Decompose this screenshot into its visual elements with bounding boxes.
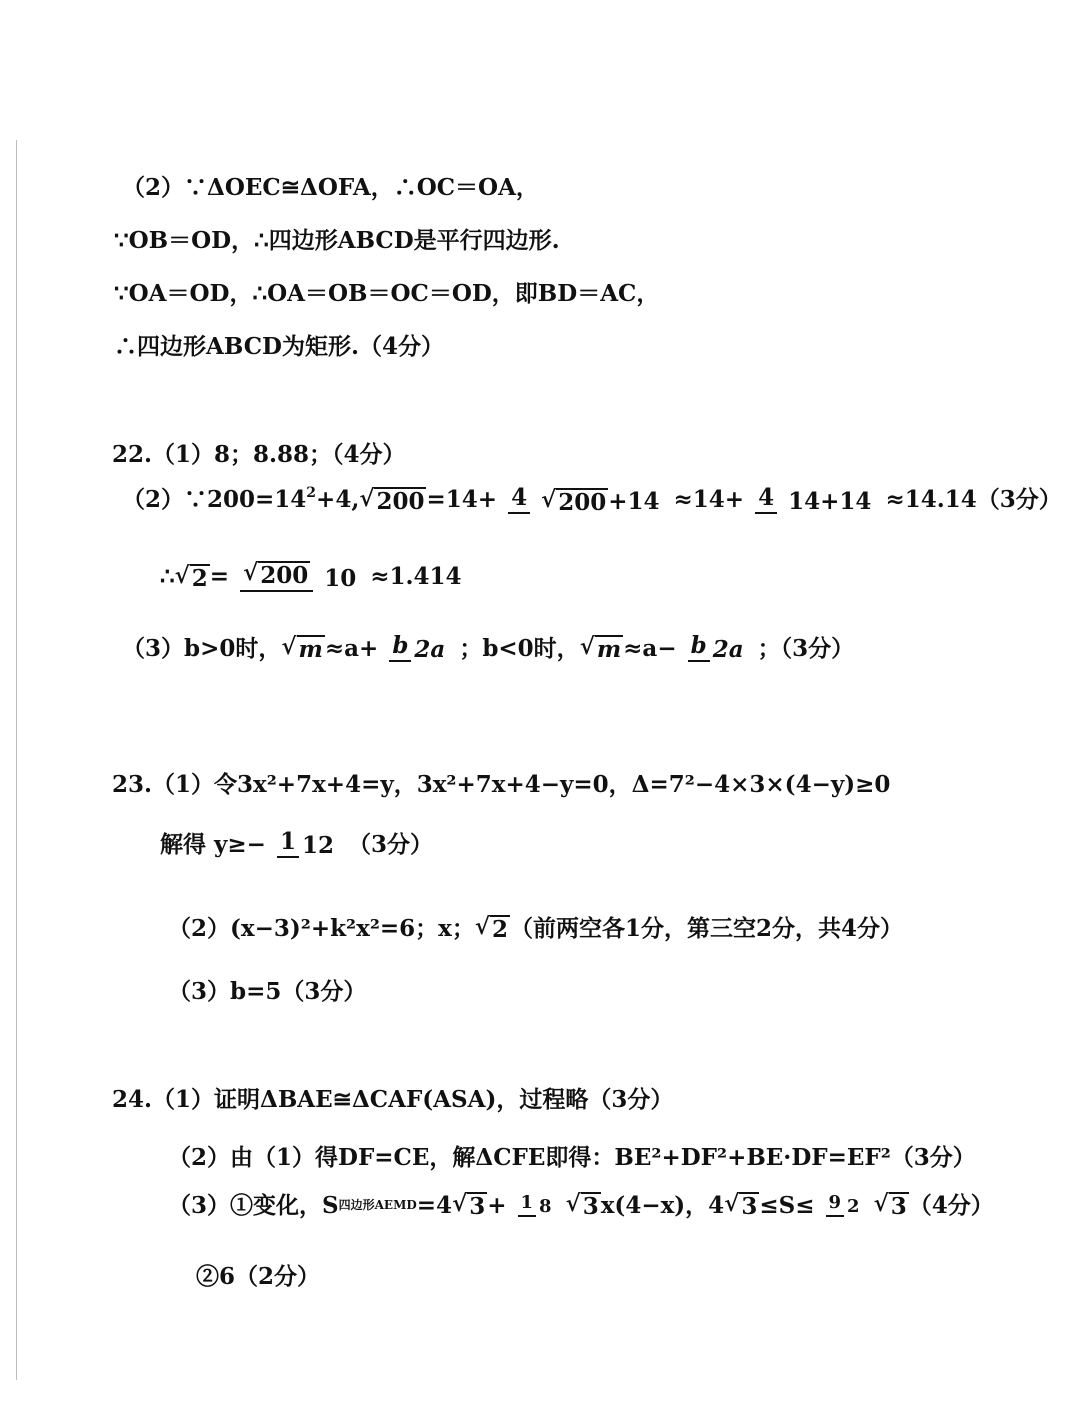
p23-part-1b: 解得 y≥− 1 12 （3分） [160, 828, 433, 859]
sqrt-3-d: √3 [873, 1190, 907, 1220]
p22-2-eq: =14+ [426, 486, 498, 513]
p22-2-prefix: （2）∵200=14 [122, 486, 307, 513]
p21-line-1: （2）∵ΔOEC≅ΔOFA，∴OC＝OA， [122, 174, 539, 201]
p22-2-sup: 2 [306, 484, 317, 501]
p24-part-1: 24.（1）证明ΔBAE≅ΔCAF(ASA)，过程略（3分） [112, 1086, 674, 1113]
sqrt-3-a: √3 [452, 1190, 486, 1220]
fraction-b-over-2a-2: b 2a [688, 634, 747, 662]
p22-part-1: 22.（1）8；8.88；（4分） [112, 441, 406, 468]
p23-part-3: （3）b=5（3分） [168, 978, 367, 1005]
p21-line-2: ∵OB＝OD，∴四边形ABCD是平行四边形. [114, 227, 560, 254]
sqrt-200: √200 [359, 484, 425, 515]
fraction-1-over-12: 1 12 [277, 830, 337, 858]
sqrt-3-b: √3 [565, 1190, 599, 1220]
fraction-b-over-2a: b 2a [389, 634, 448, 662]
sqrt-3-c: √3 [724, 1190, 758, 1220]
p24-part-4: ②6（2分） [196, 1263, 321, 1290]
p23-part-1: 23.（1）令3x²+7x+4=y，3x²+7x+4−y=0，Δ=7²−4×3×(4−y)≥0 [112, 771, 891, 798]
fraction-9-over-2: 9 2 [826, 1194, 863, 1217]
sqrt-2: √2 [174, 561, 208, 592]
page-margin-line [16, 140, 17, 1380]
fraction-2: 4 14+14 [755, 486, 874, 514]
sqrt-m-2: √m [579, 633, 622, 663]
p22-part-2 [122, 485, 1062, 514]
fraction-1-over-8: 1 8 [518, 1194, 555, 1217]
sqrt-m: √m [281, 633, 323, 663]
p21-line-3: ∵OA＝OD，∴OA＝OB＝OC＝OD，即BD＝AC， [114, 280, 660, 307]
p24-part-3: （3）①变化，S四边形AEMD=4√3+ 1 8 √3x(4−x)，4√3≤S≤ 9 2 √3（4分） [168, 1190, 994, 1220]
p22-part-2b: ∴√2= √200 10 ≈1.414 [160, 559, 462, 592]
p24-part-2: （2）由（1）得DF=CE，解ΔCFE即得：BE²+DF²+BE·DF=EF²（3分） [168, 1144, 976, 1171]
p22-part-3: （3）b>0时，√m≈a+ b 2a ；b<0时，√m≈a− b 2a ；（3分） [122, 632, 855, 663]
fraction-sqrt200-over-10: √200 10 [240, 561, 359, 592]
fraction-1: 4 √200+14 [508, 485, 662, 514]
p22-2-mid: +4, [316, 486, 360, 513]
p22-2-approx: ≈14+ [673, 486, 745, 513]
p21-line-4: ∴四边形ABCD为矩形.（4分） [114, 333, 444, 360]
p23-part-2: （2）(x−3)²+k²x²=6；x；√2（前两空各1分，第三空2分，共4分） [168, 913, 904, 943]
sqrt-2-b: √2 [474, 913, 509, 943]
p22-2-result: ≈14.14（3分） [885, 486, 1062, 513]
